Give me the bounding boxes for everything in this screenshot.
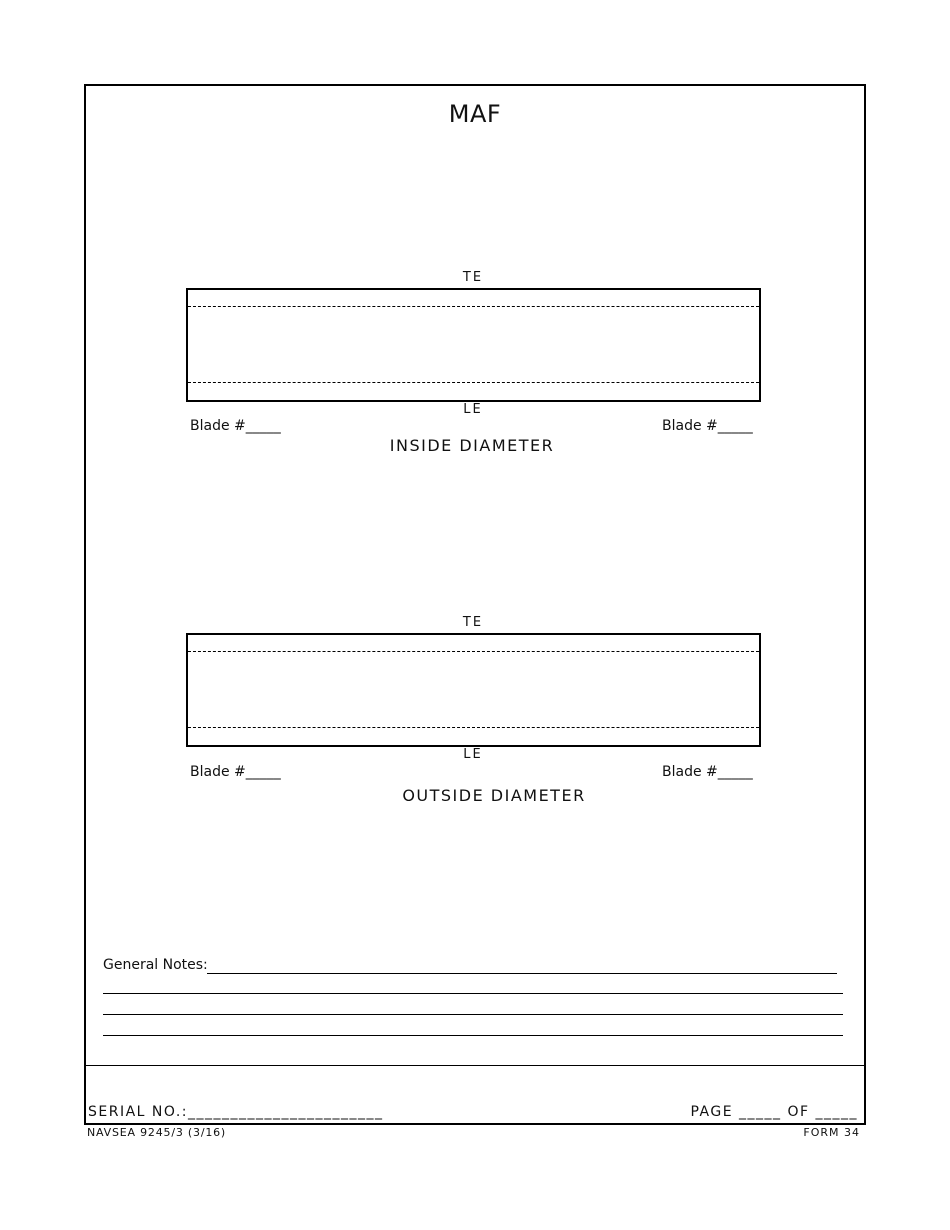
notes-line-2[interactable] (103, 993, 843, 994)
outside-te-dashed-line (188, 651, 759, 652)
outside-blade-diagram (186, 633, 761, 747)
footer-divider (84, 1065, 864, 1066)
page-of-field[interactable]: PAGE _____ OF _____ (690, 1104, 858, 1120)
inside-le-dashed-line (188, 382, 759, 383)
inside-le-label: LE (463, 402, 483, 417)
outside-le-dashed-line (188, 727, 759, 728)
inside-blade-diagram (186, 288, 761, 402)
outside-blade-number-left[interactable]: Blade #_____ (190, 764, 281, 780)
notes-line-4[interactable] (103, 1035, 843, 1036)
notes-line-3[interactable] (103, 1014, 843, 1015)
inside-te-dashed-line (188, 306, 759, 307)
serial-number-field[interactable]: SERIAL NO.:_______________________ (88, 1104, 384, 1120)
inside-te-label: TE (462, 270, 484, 285)
inside-blade-number-right[interactable]: Blade #_____ (662, 418, 753, 434)
inside-blade-number-left[interactable]: Blade #_____ (190, 418, 281, 434)
general-notes-label: General Notes: (103, 957, 208, 973)
form-identifier: NAVSEA 9245/3 (3/16) (87, 1126, 227, 1139)
outside-blade-number-right[interactable]: Blade #_____ (662, 764, 753, 780)
inside-diameter-caption: INSIDE DIAMETER (389, 436, 555, 455)
outside-te-label: TE (462, 615, 484, 630)
notes-line-1[interactable] (207, 973, 837, 974)
outside-le-label: LE (463, 747, 483, 762)
form-title: MAF (448, 100, 502, 128)
outside-diameter-caption: OUTSIDE DIAMETER (402, 786, 586, 805)
form-number: FORM 34 (803, 1126, 860, 1139)
